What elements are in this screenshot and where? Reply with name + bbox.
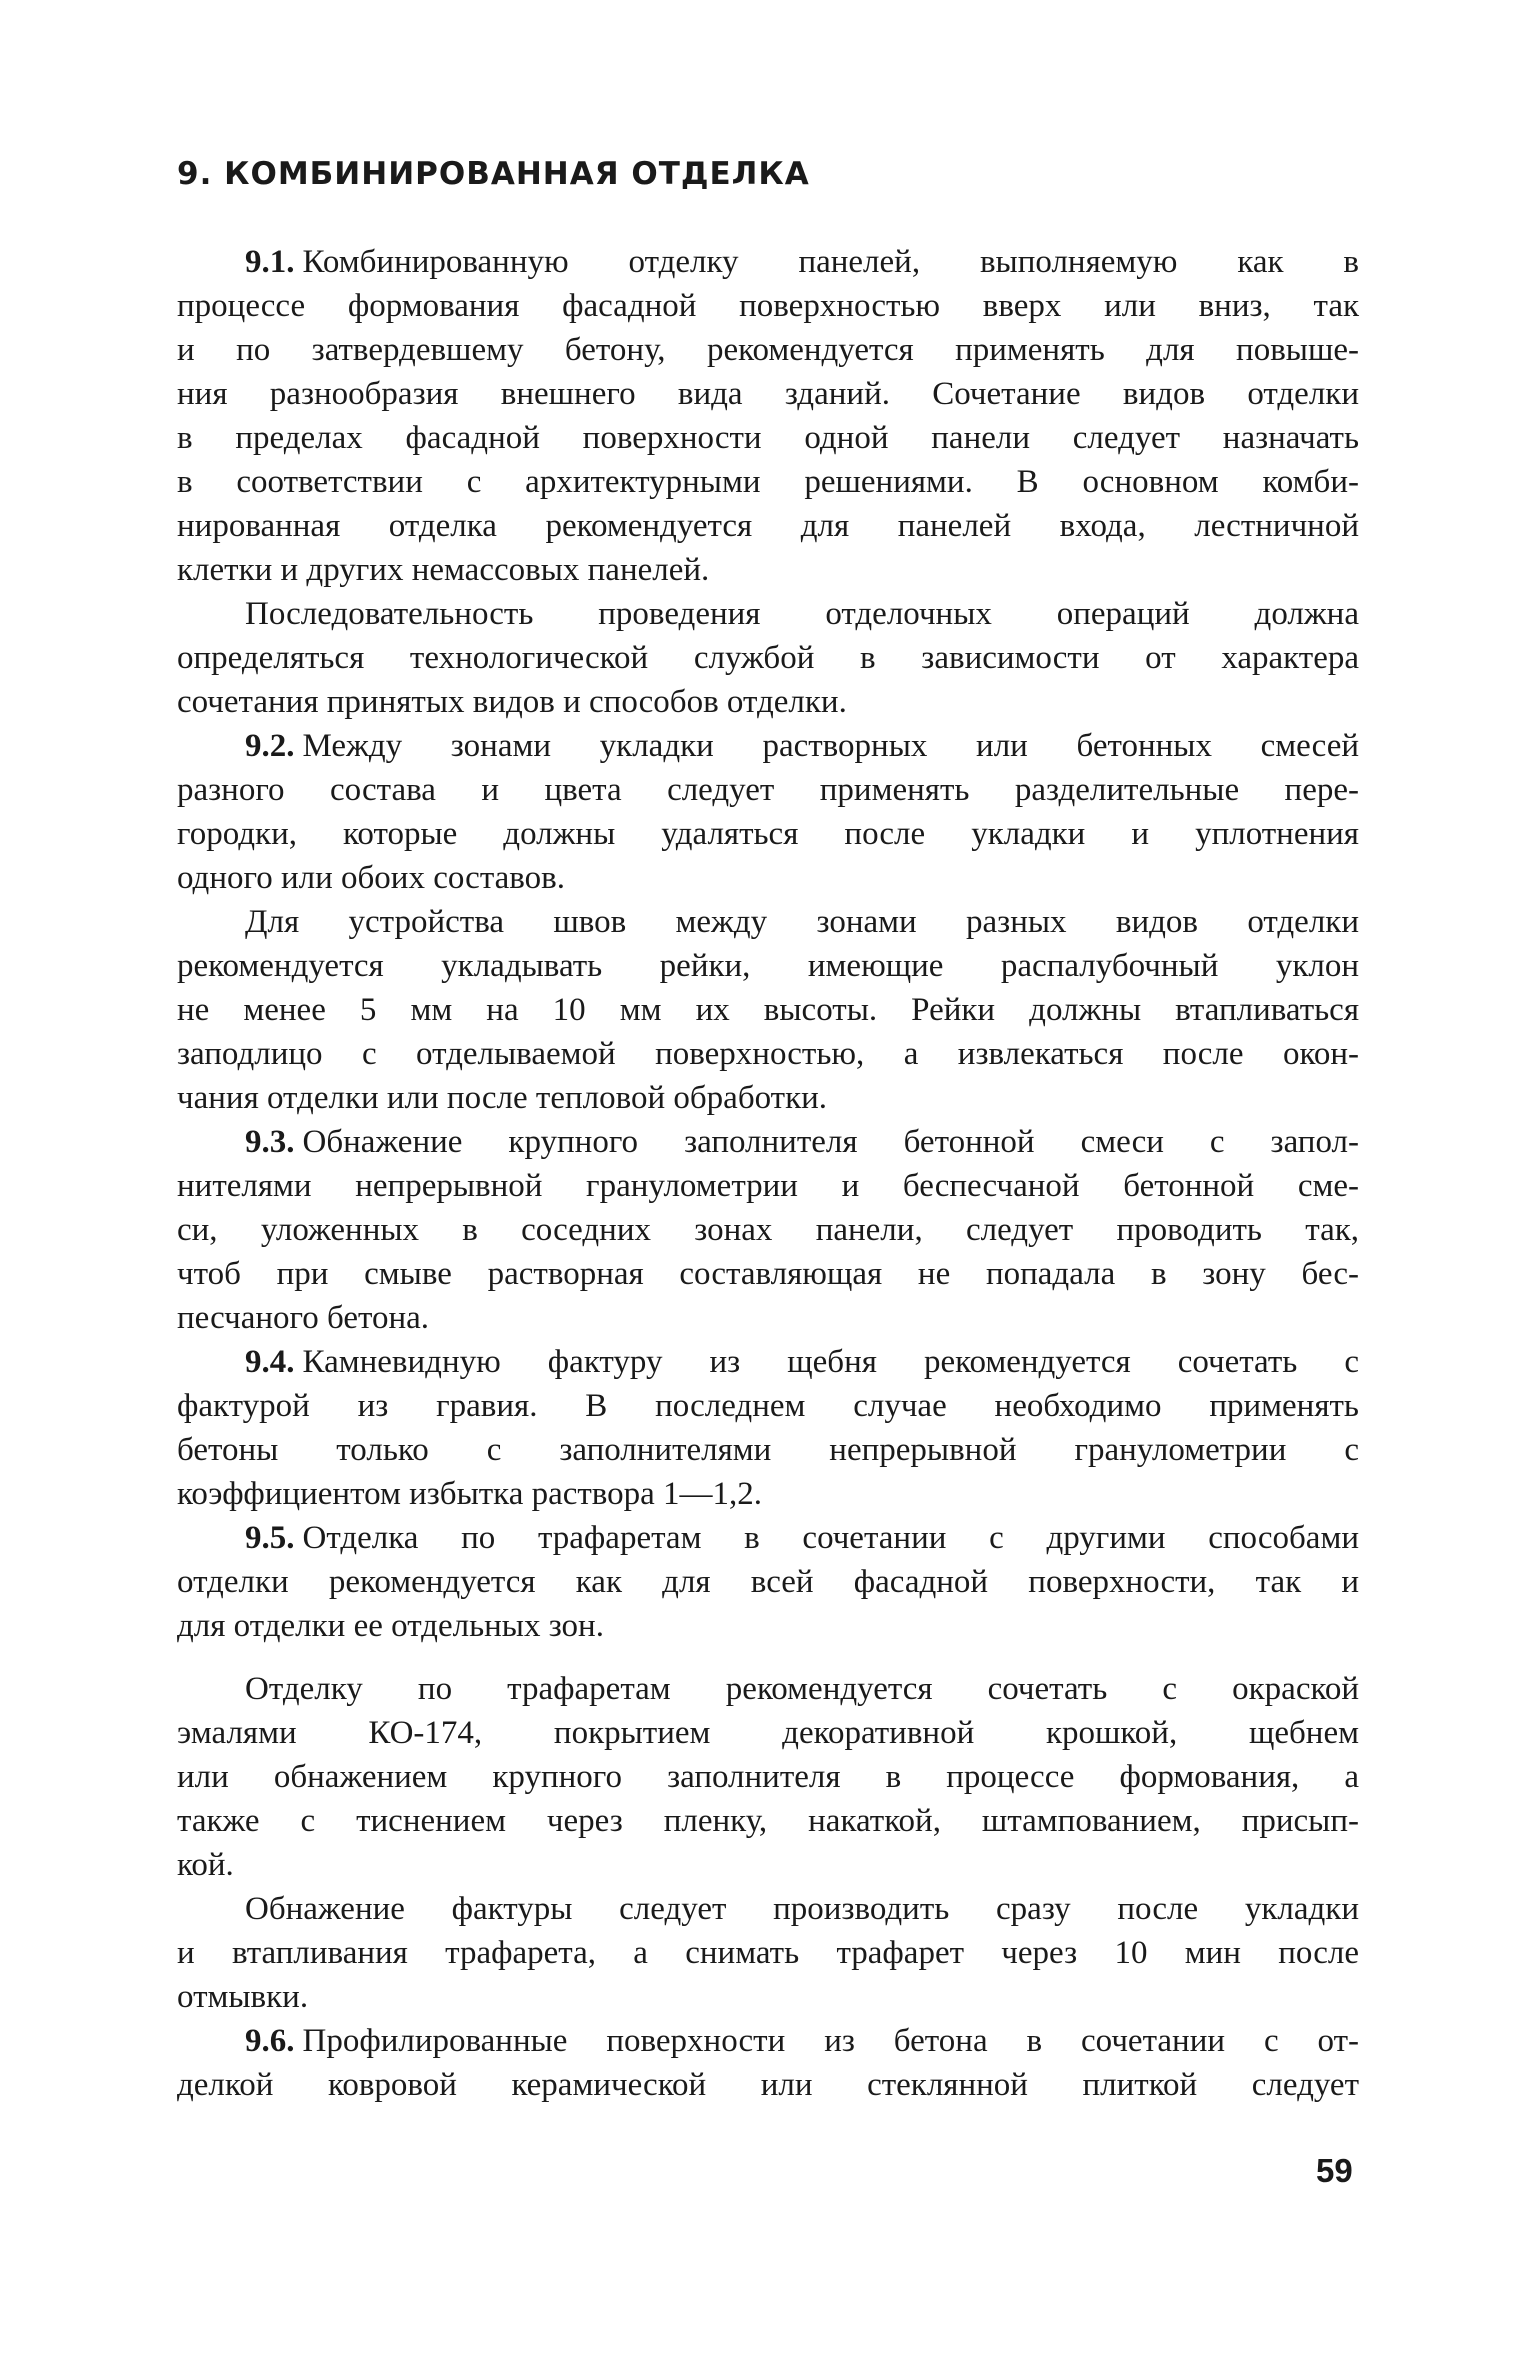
clause-number: 9.6. — [245, 2023, 295, 2059]
text-line — [177, 504, 1359, 548]
paragraph — [177, 1120, 1359, 1340]
paragraph — [177, 240, 1359, 592]
line-text: нителями непрерывной гранулометрии и беспесчаной бетонной сме- — [177, 1168, 1359, 1204]
line-text: в пределах фасадной поверхности одной панели следует назначать — [177, 420, 1359, 456]
line-text: Отделка по трафаретам в сочетании с другими способами — [302, 1520, 1359, 1556]
line-text: песчаного бетона. — [177, 1300, 430, 1336]
line-text: разного состава и цвета следует применять разделительные пере- — [177, 772, 1359, 808]
text-line — [177, 768, 1359, 812]
text-line — [177, 1164, 1359, 1208]
text-line — [177, 1667, 1359, 1711]
text-line — [177, 240, 1359, 284]
paragraph — [177, 1667, 1359, 1887]
section-title: 9. КОМБИНИРОВАННАЯ ОТДЕЛКА — [177, 156, 810, 192]
text-line — [177, 944, 1359, 988]
line-text: для отделки ее отдельных зон. — [177, 1608, 604, 1644]
line-text: Профилированные поверхности из бетона в сочетании с от- — [302, 2023, 1359, 2059]
text-line — [177, 1428, 1359, 1472]
line-text: и по затвердевшему бетону, рекомендуется применять для повыше- — [177, 332, 1359, 368]
text-line — [177, 1799, 1359, 1843]
text-line — [177, 680, 1359, 724]
line-text: эмалями КО-174, покрытием декоративной крошкой, щебнем — [177, 1715, 1359, 1751]
text-line — [177, 1755, 1359, 1799]
text-line — [177, 636, 1359, 680]
line-text: ния разнообразия внешнего вида зданий. Сочетание видов отделки — [177, 376, 1359, 412]
text-line — [177, 1843, 1359, 1887]
text-line — [177, 1931, 1359, 1975]
line-text: кой. — [177, 1847, 234, 1883]
line-text: чтоб при смыве растворная составляющая не попадала в зону бес- — [177, 1256, 1359, 1292]
line-text: в соответствии с архитектурными решениями. В основном комби- — [177, 464, 1359, 500]
text-line — [177, 1887, 1359, 1931]
paragraph — [177, 724, 1359, 900]
text-line — [177, 1252, 1359, 1296]
text-line — [177, 372, 1359, 416]
line-text: Последовательность проведения отделочных операций должна — [245, 596, 1359, 632]
text-line — [177, 1711, 1359, 1755]
text-line — [177, 1076, 1359, 1120]
line-text: одного или обоих составов. — [177, 860, 565, 896]
text-line — [177, 1032, 1359, 1076]
text-line — [177, 1296, 1359, 1340]
text-line — [177, 2063, 1359, 2107]
line-text: процессе формования фасадной поверхностью вверх или вниз, так — [177, 288, 1359, 324]
text-line — [177, 900, 1359, 944]
line-text: не менее 5 мм на 10 мм их высоты. Рейки должны втапливаться — [177, 992, 1359, 1028]
paragraph — [177, 900, 1359, 1120]
text-line — [177, 460, 1359, 504]
line-text: или обнажением крупного заполнителя в процессе формования, а — [177, 1759, 1359, 1795]
text-line — [177, 1516, 1359, 1560]
text-line — [177, 1975, 1359, 2019]
clause-number: 9.1. — [245, 244, 295, 280]
line-text: клетки и других немассовых панелей. — [177, 552, 710, 588]
text-line — [177, 1604, 1359, 1648]
text-line — [177, 724, 1359, 768]
line-text: Между зонами укладки растворных или бетонных смесей — [302, 728, 1359, 764]
line-text: отмывки. — [177, 1979, 309, 2015]
clause-number: 9.4. — [245, 1344, 295, 1380]
line-text: также с тиснением через пленку, накаткой, штампованием, присып- — [177, 1803, 1359, 1839]
line-text: определяться технологической службой в зависимости от характера — [177, 640, 1359, 676]
text-line — [177, 592, 1359, 636]
text-line — [177, 812, 1359, 856]
line-text: Для устройства швов между зонами разных видов отделки — [245, 904, 1359, 940]
line-text: фактурой из гравия. В последнем случае необходимо применять — [177, 1388, 1359, 1424]
text-line — [177, 2019, 1359, 2063]
paragraph — [177, 1516, 1359, 1648]
page-number: 59 — [1316, 2152, 1353, 2189]
line-text: Комбинированную отделку панелей, выполняемую как в — [302, 244, 1359, 280]
line-text: городки, которые должны удаляться после укладки и уплотнения — [177, 816, 1359, 852]
line-text: Обнажение фактуры следует производить сразу после укладки — [245, 1891, 1359, 1927]
line-text: Обнажение крупного заполнителя бетонной смеси с запол- — [302, 1124, 1359, 1160]
text-line — [177, 1560, 1359, 1604]
line-text: нированная отделка рекомендуется для панелей входа, лестничной — [177, 508, 1359, 544]
text-line — [177, 328, 1359, 372]
paragraph — [177, 592, 1359, 724]
text-line — [177, 548, 1359, 592]
text-line — [177, 1340, 1359, 1384]
line-text: делкой ковровой керамической или стеклянной плиткой следует — [177, 2067, 1359, 2103]
clause-number: 9.2. — [245, 728, 295, 764]
paragraph — [177, 1887, 1359, 2019]
line-text: чания отделки или после тепловой обработки. — [177, 1080, 828, 1116]
text-line — [177, 988, 1359, 1032]
text-line — [177, 284, 1359, 328]
text-line — [177, 1472, 1359, 1516]
document-body — [177, 240, 1359, 2107]
clause-number: 9.5. — [245, 1520, 295, 1556]
line-text: рекомендуется укладывать рейки, имеющие распалубочный уклон — [177, 948, 1359, 984]
clause-number: 9.3. — [245, 1124, 295, 1160]
line-text: заподлицо с отделываемой поверхностью, а извлекаться после окон- — [177, 1036, 1359, 1072]
text-line — [177, 416, 1359, 460]
text-line — [177, 1120, 1359, 1164]
text-line — [177, 1208, 1359, 1252]
line-text: сочетания принятых видов и способов отделки. — [177, 684, 847, 720]
line-text: отделки рекомендуется как для всей фасадной поверхности, так и — [177, 1564, 1359, 1600]
paragraph — [177, 2019, 1359, 2107]
line-text: бетоны только с заполнителями непрерывной гранулометрии с — [177, 1432, 1359, 1468]
line-text: си, уложенных в соседних зонах панели, следует проводить так, — [177, 1212, 1359, 1248]
line-text: и втапливания трафарета, а снимать трафарет через 10 мин после — [177, 1935, 1359, 1971]
paragraph — [177, 1340, 1359, 1516]
text-line — [177, 1384, 1359, 1428]
text-line — [177, 856, 1359, 900]
line-text: коэффициентом избытка раствора 1—1,2. — [177, 1476, 763, 1512]
line-text: Отделку по трафаретам рекомендуется сочетать с окраской — [245, 1671, 1359, 1707]
line-text: Камневидную фактуру из щебня рекомендуется сочетать с — [302, 1344, 1359, 1380]
